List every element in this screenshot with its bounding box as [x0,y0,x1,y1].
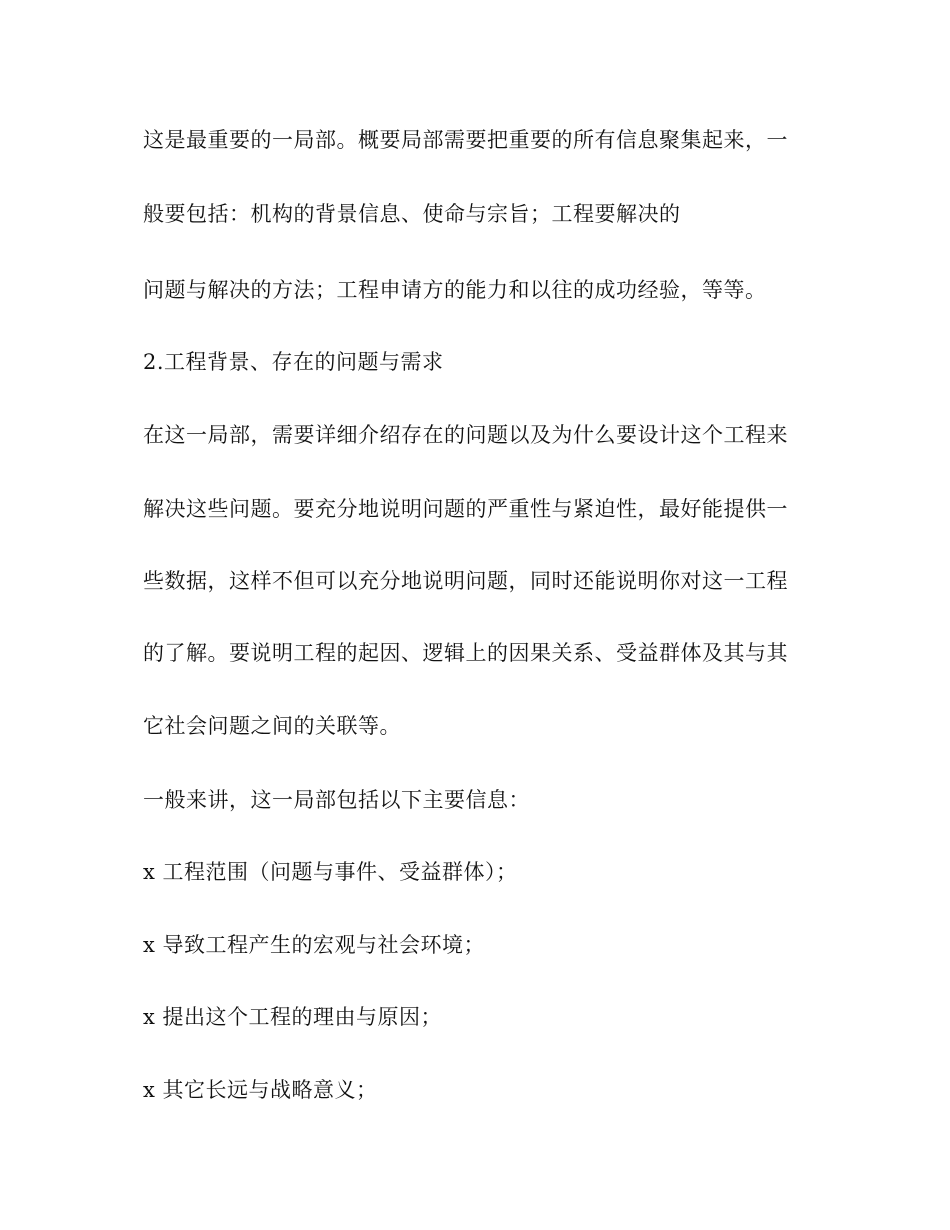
section-heading: 2.工程背景、存在的问题与需求 [143,350,444,374]
list-item: x 工程范围（问题与事件、受益群体）； [143,860,518,884]
paragraph-line: 问题与解决的方法；工程申请方的能力和以往的成功经验，等等。 [143,278,767,302]
paragraph-line: 它社会问题之间的关联等。 [143,714,401,738]
paragraph-line: 这是最重要的一局部。概要局部需要把重要的所有信息聚集起来，一 [143,128,788,152]
paragraph-line: 一般来讲，这一局部包括以下主要信息： [143,788,530,812]
list-item: x 其它长远与战略意义； [143,1078,378,1102]
paragraph-line: 在这一局部，需要详细介绍存在的问题以及为什么要设计这个工程来 [143,423,788,447]
list-item: x 导致工程产生的宏观与社会环境； [143,933,486,957]
paragraph-line: 般要包括：机构的背景信息、使命与宗旨；工程要解决的 [143,202,681,226]
paragraph-line: 解决这些问题。要充分地说明问题的严重性与紧迫性，最好能提供一 [143,497,788,521]
paragraph-line: 的了解。要说明工程的起因、逻辑上的因果关系、受益群体及其与其 [143,641,788,665]
paragraph-line: 些数据，这样不但可以充分地说明问题，同时还能说明你对这一工程 [143,569,788,593]
list-item: x 提出这个工程的理由与原因； [143,1005,443,1029]
